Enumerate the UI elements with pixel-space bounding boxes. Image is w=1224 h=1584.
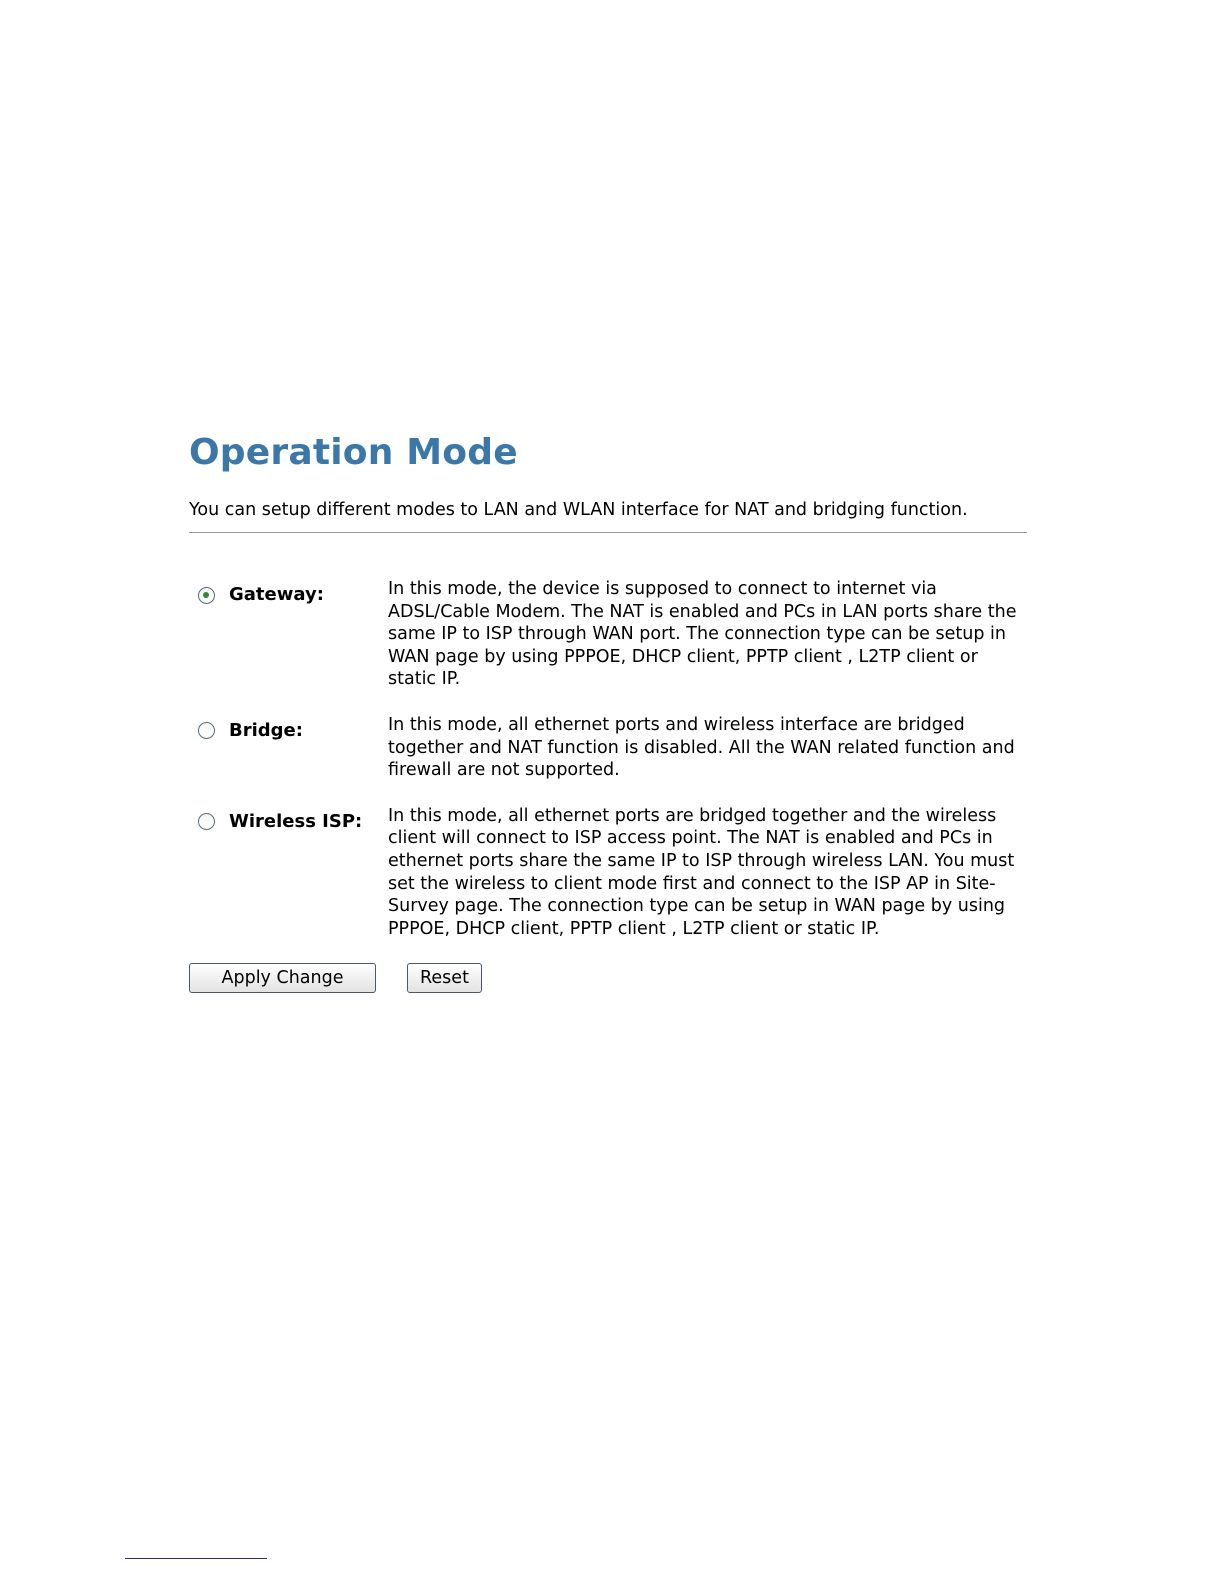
wireless-isp-radio[interactable]	[198, 813, 215, 830]
footnote-separator	[125, 1558, 267, 1559]
wireless-isp-description: In this mode, all ethernet ports are bridged together and the wireless client will connect to ISP access point. The NAT is enabled and PCs in ethernet ports share the same IP to ISP through wireless LAN. You must set the wireless to client mode first and connect to the ISP AP in Site-Survey page. The connection type can be setup in WAN page by using PPPOE, DHCP client, PPTP client , L2TP client or static IP.	[388, 805, 1015, 939]
reset-button[interactable]: Reset	[407, 963, 482, 993]
gateway-radio[interactable]	[198, 587, 215, 604]
bridge-description: In this mode, all ethernet ports and wireless interface are bridged together and NAT function is disabled. All the WAN related function and firewall are not supported.	[388, 714, 1015, 781]
apply-change-button[interactable]: Apply Change	[189, 963, 376, 993]
bridge-label[interactable]: Bridge:	[229, 719, 303, 741]
page-title: Operation Mode	[189, 432, 518, 473]
form-buttons	[189, 963, 1029, 993]
mode-options	[189, 578, 1029, 940]
gateway-description: In this mode, the device is supposed to connect to internet via ADSL/Cable Modem. The NAT is enabled and PCs in LAN ports share the same IP to ISP through WAN port. The connection type can be setup in WAN page by using PPPOE, DHCP client, PPTP client , L2TP client or static IP.	[388, 579, 1017, 690]
operation-mode-page	[189, 430, 1029, 993]
mode-option-wireless-isp	[189, 805, 1029, 941]
mode-option-gateway	[189, 578, 1029, 691]
wireless-isp-label[interactable]: Wireless ISP:	[229, 810, 363, 832]
page-description: You can setup different modes to LAN and WLAN interface for NAT and bridging function.	[189, 500, 968, 520]
divider	[189, 532, 1027, 533]
mode-option-bridge	[189, 714, 1029, 782]
mode-label-group	[189, 578, 388, 607]
mode-label-group	[189, 714, 388, 743]
bridge-radio[interactable]	[198, 722, 215, 739]
mode-label-group	[189, 805, 388, 834]
gateway-label[interactable]: Gateway:	[229, 584, 324, 605]
